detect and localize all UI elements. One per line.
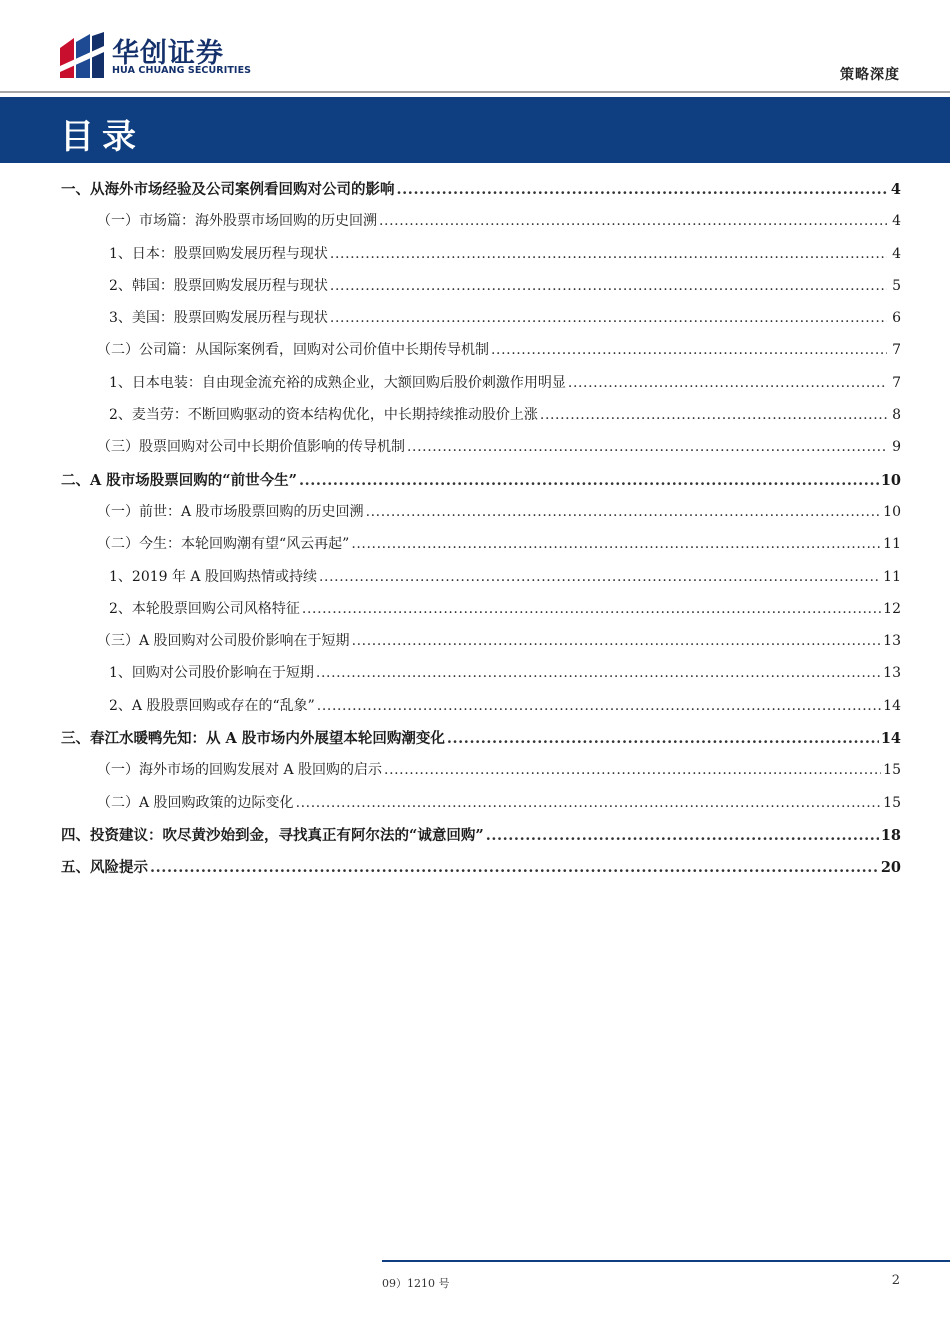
toc-entry-label: 2、韩国：股票回购发展历程与现状 [109, 277, 328, 294]
toc-dot-leader [299, 472, 879, 489]
toc-dot-leader [568, 375, 887, 391]
toc-entry-page-number: 14 [880, 730, 901, 748]
toc-entry-label: 二、A 股市场股票回购的“前世今生” [61, 471, 297, 489]
toc-dot-leader [330, 310, 887, 326]
footer-license-text: 09）1210 号 [382, 1277, 450, 1290]
logo-chinese-name: 华创证券 [112, 38, 224, 69]
title-banner [0, 97, 950, 163]
toc-entry[interactable] [61, 691, 901, 723]
toc-entry[interactable] [61, 529, 901, 561]
toc-entry-page-number: 13 [883, 633, 901, 650]
toc-entry-label: （三）股票回购对公司中长期价值影响的传导机制 [97, 439, 405, 456]
logo-mark-icon [60, 32, 104, 78]
toc-dot-leader [447, 730, 879, 747]
toc-entry[interactable] [61, 368, 901, 400]
toc-dot-leader [296, 795, 882, 811]
toc-entry-page-number: 20 [880, 859, 901, 877]
toc-entry-label: 四、投资建议：吹尽黄沙始到金，寻找真正有阿尔法的“诚意回购” [61, 826, 484, 844]
toc-entry-page-number: 5 [892, 277, 901, 294]
toc-entry-page-number: 18 [880, 826, 901, 844]
company-logo [60, 32, 250, 78]
toc-entry-label: 1、回购对公司股价影响在于短期 [109, 665, 314, 682]
toc-dot-leader [319, 569, 881, 585]
toc-entry[interactable] [61, 594, 901, 626]
toc-entry-label: （二）A 股回购政策的边际变化 [97, 794, 294, 811]
page-header [0, 0, 950, 96]
toc-entry[interactable] [61, 852, 901, 884]
toc-entry-page-number: 4 [892, 213, 901, 230]
toc-entry-page-number: 4 [890, 181, 901, 198]
toc-entry[interactable] [61, 465, 901, 497]
toc-entry[interactable] [61, 755, 901, 787]
toc-dot-leader [316, 665, 881, 681]
table-of-contents [61, 174, 901, 885]
toc-dot-leader [317, 698, 881, 714]
toc-dot-leader [540, 407, 887, 423]
toc-entry[interactable] [61, 432, 901, 464]
toc-entry[interactable] [61, 239, 901, 271]
toc-entry-page-number: 11 [883, 568, 901, 585]
toc-entry-page-number: 11 [883, 536, 901, 553]
toc-entry-page-number: 10 [880, 471, 901, 489]
toc-entry-label: 五、风险提示 [61, 859, 148, 877]
toc-dot-leader [330, 246, 887, 262]
toc-entry-label: 2、A 股股票回购或存在的“乱象” [109, 697, 315, 714]
footer-page-number: 2 [891, 1273, 900, 1288]
toc-entry-page-number: 4 [892, 245, 901, 262]
toc-entry-page-number: 6 [892, 310, 901, 327]
toc-entry-label: （一）前世：A 股市场股票回购的历史回溯 [97, 503, 364, 520]
footer-divider [382, 1260, 950, 1262]
toc-dot-leader [397, 181, 888, 198]
logo-english-name: HUA CHUANG SECURITIES [112, 65, 252, 76]
toc-dot-leader [150, 859, 879, 876]
toc-entry-page-number: 15 [883, 762, 901, 779]
toc-entry-page-number: 10 [883, 503, 901, 520]
toc-entry[interactable] [61, 788, 901, 820]
toc-entry-label: 1、2019 年 A 股回购热情或持续 [109, 568, 317, 585]
toc-entry-label: （一）市场篇：海外股票市场回购的历史回溯 [97, 213, 377, 230]
toc-entry[interactable] [61, 400, 901, 432]
toc-dot-leader [491, 342, 887, 358]
toc-entry[interactable] [61, 303, 901, 335]
toc-dot-leader [407, 439, 887, 455]
toc-entry[interactable] [61, 658, 901, 690]
toc-entry-page-number: 7 [892, 342, 901, 359]
toc-dot-leader [351, 536, 881, 552]
toc-entry-label: 2、麦当劳：不断回购驱动的资本结构优化，中长期持续推动股价上涨 [109, 407, 538, 424]
toc-dot-leader [352, 633, 882, 649]
toc-entry[interactable] [61, 723, 901, 755]
toc-dot-leader [486, 827, 879, 844]
toc-entry-label: 1、日本电装：自由现金流充裕的成熟企业，大额回购后股价刺激作用明显 [109, 374, 566, 391]
toc-entry-label: 2、本轮股票回购公司风格特征 [109, 600, 300, 617]
toc-entry-label: （一）海外市场的回购发展对 A 股回购的启示 [97, 762, 383, 779]
toc-dot-leader [302, 601, 881, 617]
toc-dot-leader [384, 762, 881, 778]
toc-entry-page-number: 8 [892, 407, 901, 424]
toc-entry[interactable] [61, 335, 901, 367]
toc-entry-label: （三）A 股回购对公司股价影响在于短期 [97, 633, 350, 650]
toc-entry[interactable] [61, 174, 901, 206]
toc-entry-label: 3、美国：股票回购发展历程与现状 [109, 310, 328, 327]
toc-entry[interactable] [61, 562, 901, 594]
header-divider [0, 91, 950, 93]
toc-entry-page-number: 14 [883, 697, 901, 714]
toc-entry-label: 一、从海外市场经验及公司案例看回购对公司的影响 [61, 181, 395, 198]
toc-dot-leader [366, 504, 882, 520]
toc-entry-label: 三、春江水暖鸭先知：从 A 股市场内外展望本轮回购潮变化 [61, 730, 445, 748]
toc-entry-label: 1、日本：股票回购发展历程与现状 [109, 245, 328, 262]
toc-entry[interactable] [61, 626, 901, 658]
toc-entry[interactable] [61, 820, 901, 852]
report-type-label: 策略深度 [840, 67, 900, 83]
toc-entry[interactable] [61, 497, 901, 529]
toc-entry-page-number: 13 [883, 665, 901, 682]
toc-entry-label: （二）公司篇：从国际案例看，回购对公司价值中长期传导机制 [97, 342, 489, 359]
toc-entry[interactable] [61, 206, 901, 238]
toc-entry[interactable] [61, 271, 901, 303]
toc-entry-label: （二）今生：本轮回购潮有望“风云再起” [97, 536, 350, 553]
toc-dot-leader [330, 278, 887, 294]
toc-dot-leader [379, 213, 887, 229]
toc-entry-page-number: 15 [883, 794, 901, 811]
toc-entry-page-number: 12 [883, 600, 901, 617]
page-title: 目录 [60, 117, 144, 157]
toc-entry-page-number: 7 [892, 374, 901, 391]
toc-entry-page-number: 9 [892, 439, 901, 456]
